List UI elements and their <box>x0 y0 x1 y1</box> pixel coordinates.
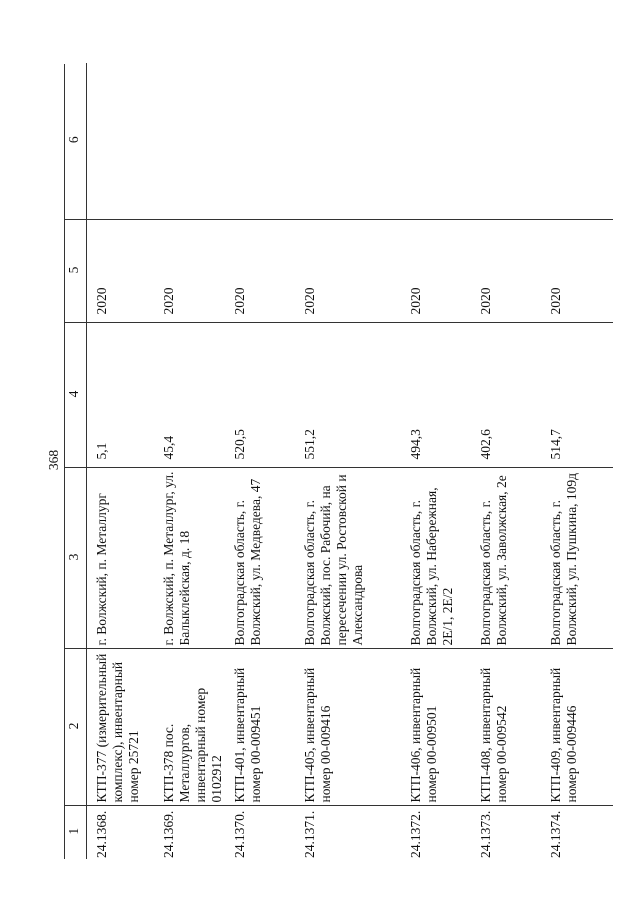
column-header: 5 <box>64 220 87 323</box>
year-cell: 2020 <box>541 220 613 323</box>
address-cell: г. Волжский, п. Металлург, ул. Балыклейская, д. 18 <box>154 468 225 649</box>
table-row <box>154 63 225 859</box>
column-number-row <box>64 63 87 859</box>
year-cell: 2020 <box>401 220 471 323</box>
object-name-cell: КТП-408, инвентарный номер 00-009542 <box>471 649 541 806</box>
object-name-cell: КТП-405, инвентарный номер 00-009416 <box>295 649 401 806</box>
area-cell: 5,1 <box>87 323 155 468</box>
row-number-cell: 24.1372. <box>408 810 423 858</box>
table-row <box>471 63 541 859</box>
extra-cell <box>87 63 155 220</box>
column-header: 4 <box>64 323 87 468</box>
area-cell: 551,2 <box>295 323 401 468</box>
object-name-cell: КТП-378 пос. Металлургов, инвентарный номер 0102912 <box>154 649 225 806</box>
area-cell: 520,5 <box>225 323 295 468</box>
extra-cell <box>541 63 613 220</box>
area-cell: 494,3 <box>401 323 471 468</box>
extra-cell <box>295 63 401 220</box>
table-row <box>225 63 295 859</box>
row-number-cell: 24.1370. <box>232 810 247 858</box>
extra-cell <box>401 63 471 220</box>
rotated-table-container <box>64 63 592 859</box>
column-header: 6 <box>64 63 87 220</box>
object-name-cell: КТП-406, инвентарный номер 00-009501 <box>401 649 471 806</box>
column-header: 3 <box>64 468 87 649</box>
area-cell: 514,7 <box>541 323 613 468</box>
extra-cell <box>471 63 541 220</box>
area-cell: 402,6 <box>471 323 541 468</box>
area-cell: 45,4 <box>154 323 225 468</box>
extra-cell <box>154 63 225 220</box>
address-cell: г. Волжский, п. Металлург <box>87 468 155 649</box>
table-row <box>87 63 155 859</box>
row-number-cell: 24.1374. <box>548 810 563 858</box>
object-name-cell: КТП-377 (измерительный комплекс), инвентарный номер 25721 <box>87 649 155 806</box>
extra-cell <box>225 63 295 220</box>
object-name-cell: КТП-401, инвентарный номер 00-009451 <box>225 649 295 806</box>
address-cell: Волгоградская область, г. Волжский, ул. Медведева, 47 <box>225 468 295 649</box>
row-number-cell: 24.1371. <box>302 810 317 858</box>
row-number-cell: 24.1368. <box>94 810 109 858</box>
table-row <box>401 63 471 859</box>
address-cell: Волгоградская область, г. Волжский, ул. Пушкина, 109д <box>541 468 613 649</box>
row-number-cell: 24.1373. <box>478 810 493 858</box>
object-name-cell: КТП-409, инвентарный номер 00-009446 <box>541 649 613 806</box>
page-number: 368 <box>46 449 62 471</box>
row-number-cell: 24.1369. <box>161 810 176 858</box>
table-row <box>295 63 401 859</box>
year-cell: 2020 <box>295 220 401 323</box>
column-header: 1 <box>64 806 87 859</box>
column-header: 2 <box>64 649 87 806</box>
table-row <box>541 63 613 859</box>
year-cell: 2020 <box>225 220 295 323</box>
year-cell: 2020 <box>87 220 155 323</box>
year-cell: 2020 <box>471 220 541 323</box>
address-cell: Волгоградская область, г. Волжский, ул. Заволжская, 2е <box>471 468 541 649</box>
address-cell: Волгоградская область, г. Волжский, пос. Рабочий, на пересечении ул. Ростовской и Александрова <box>295 468 401 649</box>
year-cell: 2020 <box>154 220 225 323</box>
property-table <box>64 63 613 859</box>
address-cell: Волгоградская область, г. Волжский, ул. Набережная, 2Е/1, 2Е/2 <box>401 468 471 649</box>
